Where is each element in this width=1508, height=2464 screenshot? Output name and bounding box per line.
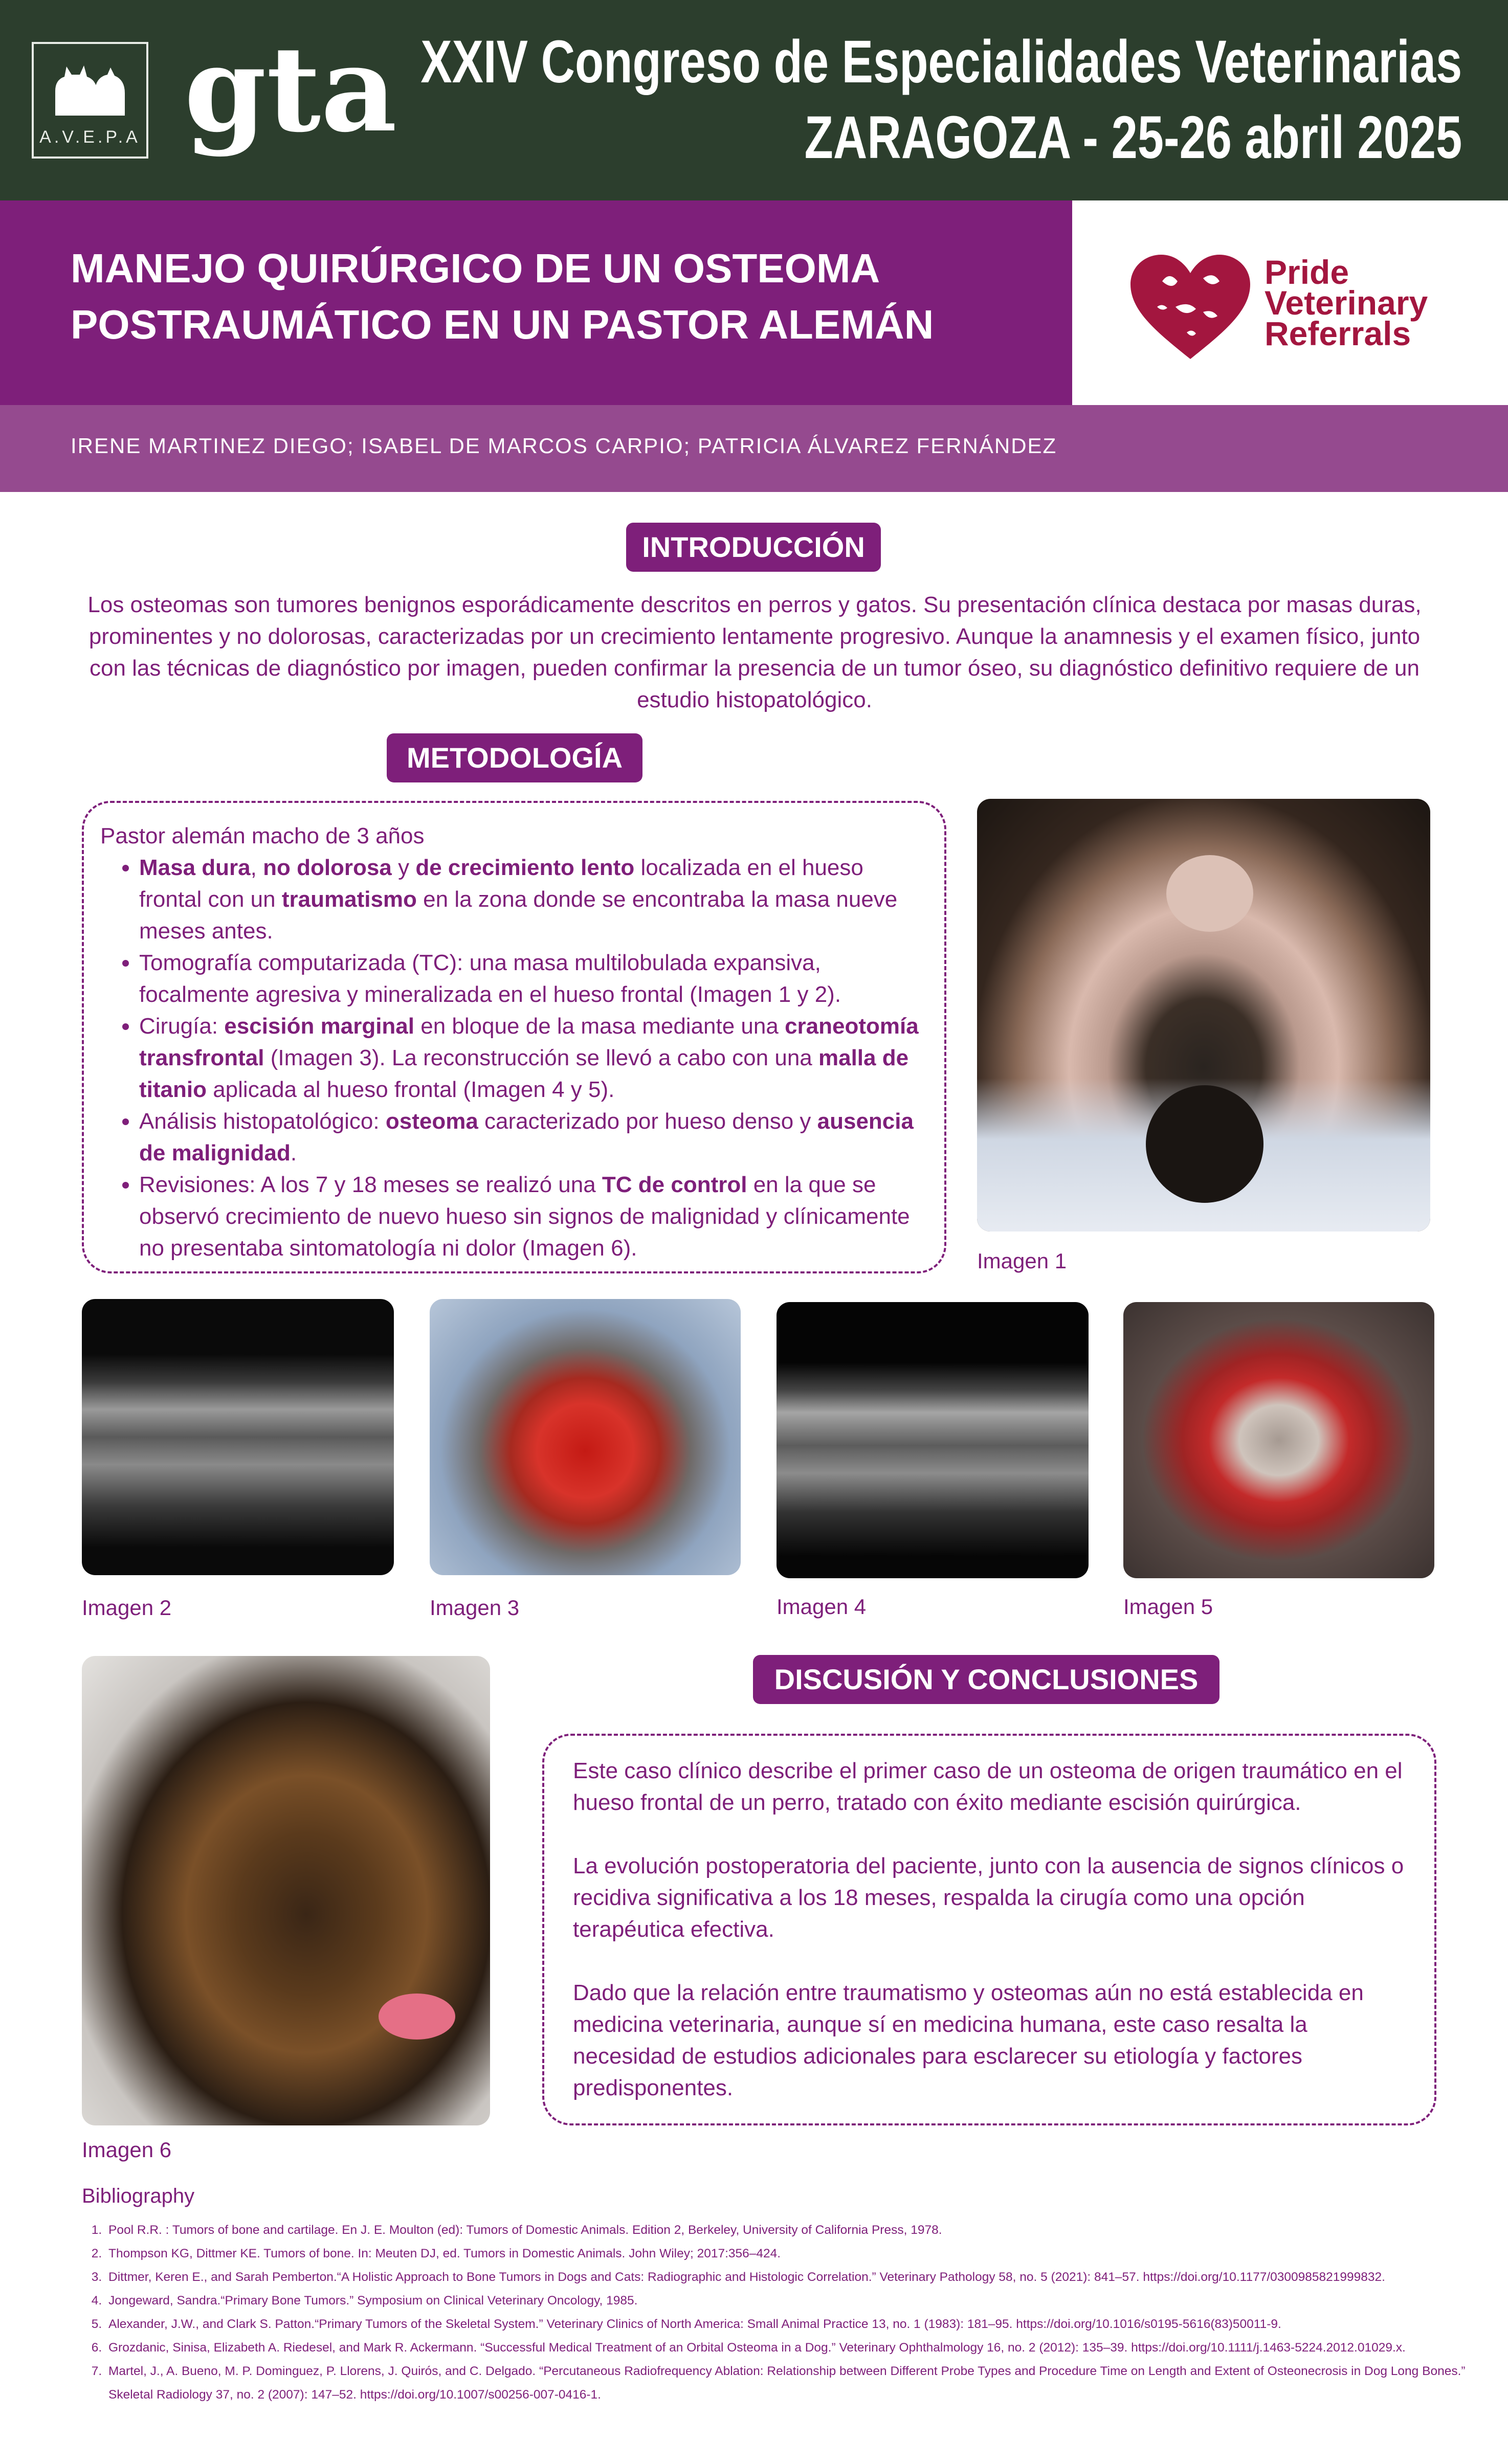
poster-title: [71, 240, 1043, 353]
frontal-mass: [1166, 855, 1253, 932]
text: Cirugía:: [139, 1014, 225, 1039]
text: aplicada al hueso frontal (Imagen 4 y 5).: [206, 1077, 615, 1102]
text: ,: [250, 855, 263, 880]
image-4-caption: Imagen 4: [777, 1595, 867, 1619]
text: Revisiones: A los 7 y 18 meses se realizó una: [139, 1172, 602, 1197]
image-4-ct-scan-mesh: [777, 1302, 1089, 1578]
bold-text: no dolorosa: [263, 855, 392, 880]
bibliography-item: 2. Thompson KG, Dittmer KE. Tumors of bone. In: Meuten DJ, ed. Tumors in Domestic Animals. John Wiley; 2017:356–424.: [105, 2242, 1473, 2266]
discusion-paragraph: Este caso clínico describe el primer caso de un osteoma de origen traumático en el hueso frontal de un perro, tratado con éxito mediante escisión quirúrgica.: [573, 1758, 1403, 1815]
text: en la que se observó crecimiento de nuevo hueso sin signos de malignidad y clínicamente no presentaba sintomatología ni dolor (Imagen 6).: [139, 1172, 910, 1261]
image-1-caption: Imagen 1: [977, 1249, 1067, 1273]
image-5-caption: Imagen 5: [1123, 1595, 1213, 1619]
text: en la zona donde se encontraba la masa nueve meses antes.: [139, 887, 898, 944]
metodologia-item: [139, 1106, 929, 1169]
text: .: [290, 1140, 297, 1166]
bold-text: TC de control: [602, 1172, 747, 1197]
pride-line1: Pride: [1265, 253, 1349, 291]
avepa-label: A.V.E.P.A: [39, 127, 141, 147]
bibliography: [82, 2219, 1473, 2407]
discusion-content: [573, 1755, 1412, 2136]
bold-text: malla de titanio: [139, 1045, 909, 1102]
avepa-logo: [32, 42, 148, 159]
image-3-surgery-photo: [430, 1299, 741, 1575]
bibliography-item: 3. Dittmer, Keren E., and Sarah Pemberton.“A Holistic Approach to Bone Tumors in Dogs and Cats: Radiographic and Histologic Correlation.” Veterinary Pathology 58, no. 5 (2021): 841–57. https://doi.org/10.1177/0300985821999832.: [105, 2266, 1473, 2289]
discusion-paragraph: Dado que la relación entre traumatismo y osteomas aún no está establecida en medicina veterinaria, aunque sí en medicina humana, este caso resalta la necesidad de estudios adicionales para esclarecer su etiología y factores predisponentes.: [573, 1980, 1364, 2100]
image-3-caption: Imagen 3: [430, 1596, 520, 1620]
animals-logo-icon: [51, 59, 129, 121]
image-2-caption: Imagen 2: [82, 1596, 172, 1620]
text: caracterizado por hueso denso y: [478, 1109, 817, 1134]
bold-text: osteoma: [385, 1109, 478, 1134]
metodologia-item: [139, 1011, 929, 1106]
metodologia-item: [139, 1169, 929, 1264]
dog-nose: [1146, 1085, 1263, 1203]
bold-text: ausencia de malignidad: [139, 1109, 914, 1166]
discusion-paragraph: La evolución postoperatoria del paciente, junto con la ausencia de signos clínicos o recidiva significativa a los 18 meses, respalda la cirugía como una opción terapéutica efectiva.: [573, 1853, 1404, 1942]
gta-logo: gta: [184, 20, 397, 159]
metodologia-heading: METODOLOGÍA: [387, 733, 642, 782]
congress-title: [420, 25, 1462, 175]
image-2-ct-scan: [82, 1299, 394, 1575]
bold-text: escisión marginal: [224, 1014, 414, 1039]
poster-title-line1: MANEJO QUIRÚRGICO DE UN OSTEOMA: [71, 245, 880, 291]
bibliography-item: 6. Grozdanic, Sinisa, Elizabeth A. Riedesel, and Mark R. Ackermann. “Successful Medical Treatment of an Orbital Osteoma in a Dog.” Veterinary Ophthalmology 16, no. 2 (2012): 135–39. https://doi.org/10.1111/j.1463-5224.2012.01029.x.: [105, 2336, 1473, 2360]
bold-text: de crecimiento lento: [415, 855, 635, 880]
text: y: [391, 855, 416, 880]
pride-line3: Referrals: [1265, 315, 1411, 352]
bibliography-list: [82, 2219, 1473, 2407]
text: en bloque de la masa mediante una: [414, 1014, 785, 1039]
bibliography-item: 7. Martel, J., A. Bueno, M. P. Dominguez, P. Llorens, J. Quirós, and C. Delgado. “Percutaneous Radiofrequency Ablation: Relationship between Different Probe Types and Procedure Time on Length and Extent of Osteonecrosis in Dog Long Bones.” Skeletal Radiology 37, no. 2 (2007): 147–52. https://doi.org/10.1007/s00256-007-0416-1.: [105, 2360, 1473, 2407]
text: Tomografía computarizada (TC): una masa multilobulada expansiva, focalmente agresiva y mineralizada en el hueso frontal (Imagen 1 y 2).: [139, 950, 841, 1007]
bibliography-item: 1. Pool R.R. : Tumors of bone and cartilage. En J. E. Moulton (ed): Tumors of Domestic Animals. Edition 2, Berkeley, University of California Press, 1978.: [105, 2219, 1473, 2242]
image-5-titanium-mesh-photo: [1123, 1302, 1434, 1578]
pride-line2: Veterinary: [1265, 284, 1428, 322]
poster-title-line2: POSTRAUMÁTICO EN UN PASTOR ALEMÁN: [71, 302, 934, 347]
intro-heading: INTRODUCCIÓN: [626, 523, 881, 572]
metodologia-lead: Pastor alemán macho de 3 años: [100, 823, 425, 848]
text: Análisis histopatológico:: [139, 1109, 386, 1134]
congress-title-line2: ZARAGOZA - 25-26 abril 2025: [804, 103, 1462, 171]
metodologia-item: [139, 852, 929, 947]
pride-veterinary-logo: [1072, 200, 1508, 405]
bibliography-item: 5. Alexander, J.W., and Clark S. Patton.“Primary Tumors of the Skeletal System.” Veterinary Clinics of North America: Small Animal Practice 13, no. 1 (1983): 181–95. https://doi.org/10.1016/s0195-5616(83)50011-9.: [105, 2313, 1473, 2336]
image-6-dog-photo: [82, 1656, 490, 2125]
heart-logo-icon: [1126, 251, 1254, 364]
text: localizada en el hueso frontal con un: [139, 855, 863, 912]
dog-tongue: [379, 1993, 455, 2040]
metodologia-list: [100, 852, 929, 1264]
bold-text: traumatismo: [281, 887, 417, 912]
bibliography-item: 4. Jongeward, Sandra.“Primary Bone Tumors.” Symposium on Clinical Veterinary Oncology, 1985.: [105, 2289, 1473, 2313]
congress-title-line1: XXIV Congreso de Especialidades Veterinarias: [420, 28, 1462, 96]
image-1-dog-face-photo: [977, 799, 1430, 1231]
metodologia-content: [100, 820, 929, 1264]
text: (Imagen 3). La reconstrucción se llevó a cabo con una: [264, 1045, 818, 1070]
authors: IRENE MARTINEZ DIEGO; ISABEL DE MARCOS CARPIO; PATRICIA ÁLVAREZ FERNÁNDEZ: [71, 434, 1057, 458]
bold-text: Masa dura: [139, 855, 251, 880]
bibliography-title: Bibliography: [82, 2185, 195, 2207]
metodologia-item: [139, 947, 929, 1011]
bold-text: craneotomía transfrontal: [139, 1014, 919, 1070]
discusion-heading: DISCUSIÓN Y CONCLUSIONES: [753, 1655, 1219, 1704]
intro-text: Los osteomas son tumores benignos esporádicamente descritos en perros y gatos. Su presentación clínica destaca por masas duras, prominentes y no dolorosas, caracterizadas por un crecimiento lentamente progresivo. Aunque la anamnesis y el examen físico, junto con las técnicas de diagnóstico por imagen, pueden confirmar la presencia de un tumor óseo, su diagnóstico definitivo requiere de un estudio histopatológico.: [87, 592, 1422, 712]
image-6-caption: Imagen 6: [82, 2138, 172, 2162]
